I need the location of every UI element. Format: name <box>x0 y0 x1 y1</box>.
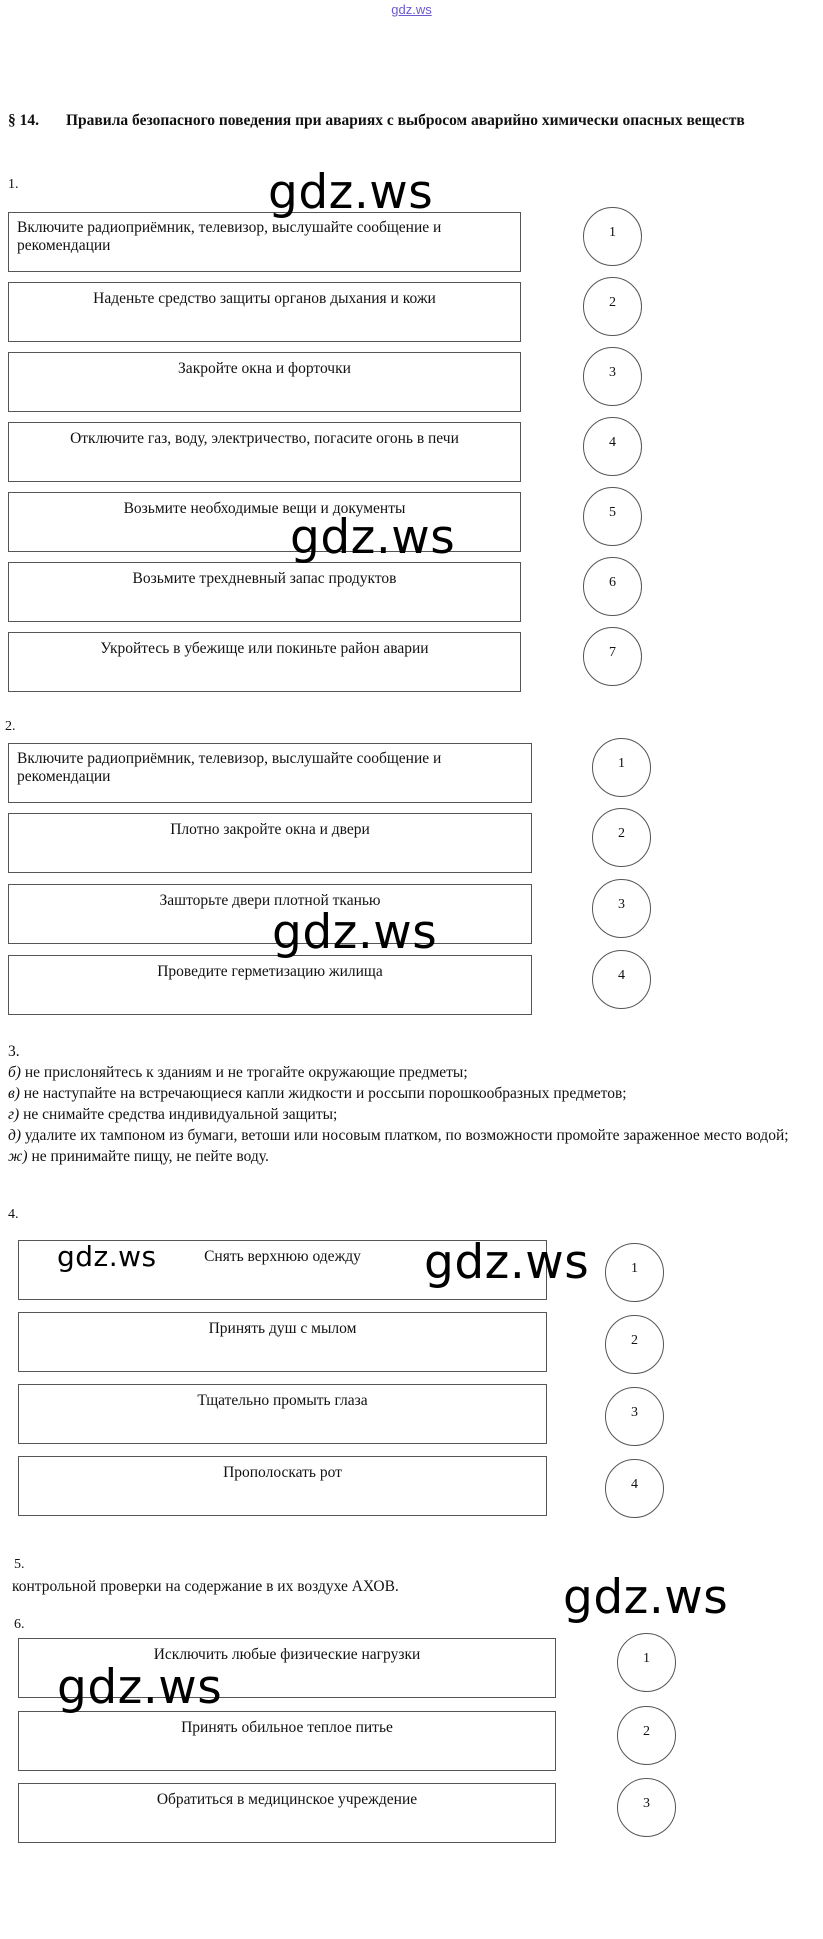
q2-step-text: Включите радиоприёмник, телевизор, выслушайте сообщение и рекомендации <box>17 750 442 785</box>
q3-line: д) удалите их тампоном из бумаги, ветоши или носовым платком, по возможности промойте зараженное место водой; <box>8 1127 789 1144</box>
q3-line: ж) не принимайте пищу, не пейте воду. <box>8 1148 269 1165</box>
section-title: Правила безопасного поведения при авариях с выбросом аварийно химически опасных веществ <box>66 112 745 129</box>
q6-step-number: 1 <box>617 1633 676 1692</box>
q2-step-box <box>8 955 532 1015</box>
q3-answers <box>8 1041 808 1167</box>
q4-step-number: 1 <box>605 1243 664 1302</box>
q6-step-text: Принять обильное теплое питье <box>181 1719 393 1736</box>
q1-step-number: 1 <box>583 207 642 266</box>
q1-step-number: 5 <box>583 487 642 546</box>
q4-step-text: Снять верхнюю одежду <box>204 1248 361 1265</box>
q5-label: 5. <box>14 1557 25 1572</box>
q1-label: 1. <box>8 177 19 192</box>
q6-step-number: 3 <box>617 1778 676 1837</box>
q6-step-text: Исключить любые физические нагрузки <box>153 1646 421 1663</box>
q2-step-text: Зашторьте двери плотной тканью <box>159 892 381 909</box>
q1-step-box <box>8 352 521 412</box>
q6-step-box <box>18 1711 556 1771</box>
q4-step-number: 3 <box>605 1387 664 1446</box>
q1-step-box <box>8 212 521 272</box>
q3-label: 3. <box>8 1043 20 1060</box>
q1-step-text: Наденьте средство защиты органов дыхания и кожи <box>93 290 436 307</box>
q2-step-box <box>8 743 532 803</box>
q2-step-number: 1 <box>592 738 651 797</box>
q2-step-box <box>8 884 532 944</box>
q2-step-number: 2 <box>592 808 651 867</box>
q3-line: б) не прислоняйтесь к зданиям и не трогайте окружающие предметы; <box>8 1064 468 1081</box>
q2-step-number: 3 <box>592 879 651 938</box>
q6-step-number: 2 <box>617 1706 676 1765</box>
q1-step-text: Отключите газ, воду, электричество, погасите огонь в печи <box>70 430 459 447</box>
q1-step-number: 7 <box>583 627 642 686</box>
watermark: gdz.ws <box>57 1240 157 1273</box>
q1-step-number: 2 <box>583 277 642 336</box>
q4-step-box <box>18 1384 547 1444</box>
q2-step-text: Проведите герметизацию жилища <box>157 963 383 980</box>
q5-answer: контрольной проверки на содержание в их воздухе АХОВ. <box>12 1578 399 1595</box>
section-number: § 14. <box>8 112 39 129</box>
q6-label: 6. <box>14 1617 25 1632</box>
q1-step-text: Возьмите необходимые вещи и документы <box>123 500 406 517</box>
q1-step-box <box>8 632 521 692</box>
q4-step-number: 2 <box>605 1315 664 1374</box>
q4-step-box <box>18 1312 547 1372</box>
q4-step-text: Тщательно промыть глаза <box>197 1392 368 1409</box>
watermark: gdz.ws <box>563 1570 729 1625</box>
q4-step-text: Прополоскать рот <box>223 1464 342 1481</box>
q3-line: в) не наступайте на встречающиеся капли жидкости и россыпи порошкообразных предметов; <box>8 1085 627 1102</box>
q1-step-box <box>8 562 521 622</box>
watermark: gdz.ws <box>290 510 456 565</box>
q2-step-number: 4 <box>592 950 651 1009</box>
watermark: gdz.ws <box>424 1235 590 1290</box>
q1-step-box <box>8 422 521 482</box>
q4-step-number: 4 <box>605 1459 664 1518</box>
q4-step-text: Принять душ с мылом <box>208 1320 357 1337</box>
q1-step-text: Возьмите трехдневный запас продуктов <box>132 570 397 587</box>
q1-step-number: 4 <box>583 417 642 476</box>
watermark: gdz.ws <box>268 165 434 220</box>
q3-line: г) не снимайте средства индивидуальной защиты; <box>8 1106 338 1123</box>
q6-step-text: Обратиться в медицинское учреждение <box>156 1791 418 1808</box>
q2-step-box <box>8 813 532 873</box>
q1-step-number: 6 <box>583 557 642 616</box>
q6-step-box <box>18 1783 556 1843</box>
page-heading <box>8 111 808 130</box>
q4-step-box <box>18 1456 547 1516</box>
watermark: gdz.ws <box>272 905 438 960</box>
q1-step-text: Укройтесь в убежище или покиньте район аварии <box>100 640 429 657</box>
watermark: gdz.ws <box>57 1660 223 1715</box>
q1-step-text: Включите радиоприёмник, телевизор, выслушайте сообщение и рекомендации <box>17 219 442 254</box>
q1-step-box <box>8 282 521 342</box>
q1-step-number: 3 <box>583 347 642 406</box>
q2-step-text: Плотно закройте окна и двери <box>170 821 370 838</box>
q1-step-text: Закройте окна и форточки <box>178 360 351 377</box>
q2-label: 2. <box>5 719 16 734</box>
site-link[interactable]: gdz.ws <box>391 2 432 17</box>
q4-label: 4. <box>8 1207 19 1222</box>
